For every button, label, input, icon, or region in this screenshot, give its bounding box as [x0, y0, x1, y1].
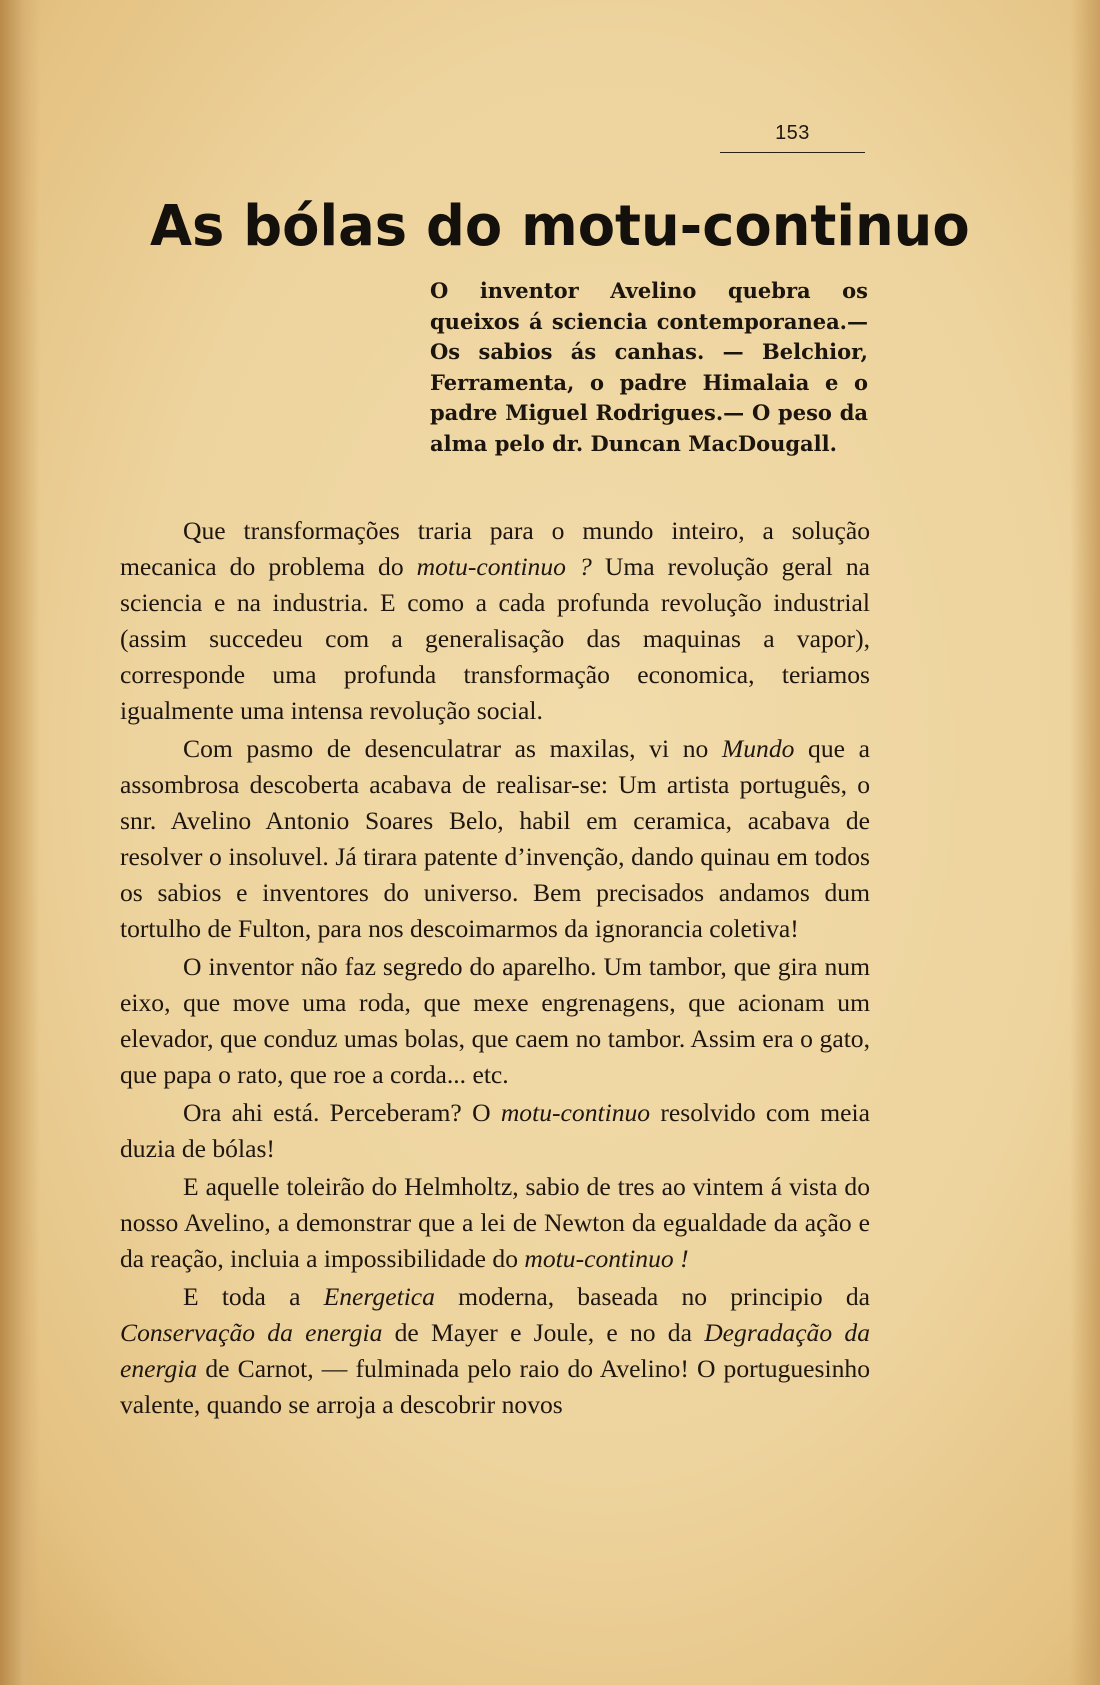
- text-run: Uma revolução geral na sciencia e na industria. E como a cada profunda revolução industrial (assim succedeu com a generalisação das maquinas a vapor), corresponde uma profunda transformação economica, teriamos igualmente uma intensa revolução social.: [120, 552, 870, 725]
- page-number-rule: [720, 152, 865, 153]
- italic-run: motu-continuo: [500, 1098, 651, 1127]
- page-number-area: [720, 122, 865, 145]
- body-text: [120, 513, 870, 1423]
- text-run: de Mayer e Joule, e no da: [382, 1318, 705, 1347]
- text-run: E aquelle toleirão do Helmholtz, sabio de tres ao vintem á vista do nosso Avelino, a demonstrar que a lei de Newton da egualdade da ação e da reação, incluia a impossibilidade do: [120, 1172, 870, 1273]
- text-run: O inventor não faz segredo do aparelho. Um tambor, que gira num eixo, que move uma roda, que mexe engrenagens, que acionam um elevador, que conduz umas bolas, que caem no tambor. Assim era o gato, que papa o rato, que roe a corda... etc.: [120, 952, 870, 1089]
- body-paragraph: [120, 1279, 870, 1423]
- body-paragraph: [120, 731, 870, 947]
- chapter-summary: O inventor Avelino quebra os queixos á sciencia contemporanea.— Os sabios ás canhas. — Belchior, Ferramenta, o padre Himalaia e o padre Miguel Rodrigues.— O peso da alma pelo dr. Duncan MacDougall.: [430, 278, 868, 456]
- text-run: moderna, baseada no principio da: [434, 1282, 870, 1311]
- body-paragraph: [120, 513, 870, 729]
- page-number: 153: [775, 122, 810, 144]
- body-paragraph: [120, 1169, 870, 1277]
- text-run: que a assombrosa descoberta acabava de realisar-se: Um artista português, o snr. Avelino Antonio Soares Belo, habil em ceramica, acabava de resolver o insoluvel. Já tirara patente d’invenção, dando quinau em todos os sabios e inventores do universo. Bem precisados andamos dum tortulho de Fulton, para nos descoimarmos da ignorancia coletiva!: [120, 734, 870, 943]
- text-run: Que transformações traria para o mundo inteiro, a solução mecanica do problema do: [120, 516, 870, 581]
- text-run: Ora ahi está. Perceberam? O: [183, 1098, 501, 1127]
- italic-run: Conservação da energia: [120, 1318, 383, 1347]
- italic-run: motu-continuo !: [524, 1244, 689, 1273]
- text-run: resolvido com meia duzia de bólas!: [120, 1098, 870, 1163]
- italic-run: Mundo: [721, 734, 795, 763]
- body-paragraph: [120, 1095, 870, 1167]
- text-run: Com pasmo de desenculatrar as maxilas, vi no: [183, 734, 722, 763]
- text-run: de Carnot, — fulminada pelo raio do Avelino! O portuguesinho valente, quando se arroja a descobrir novos: [120, 1354, 870, 1419]
- text-run: E toda a: [183, 1282, 324, 1311]
- chapter-title: As bólas do motu-continuo: [150, 194, 970, 259]
- body-paragraph: [120, 949, 870, 1093]
- italic-run: Energetica: [323, 1282, 435, 1311]
- italic-run: Degradação da energia: [120, 1318, 870, 1383]
- italic-run: motu-continuo ?: [416, 552, 592, 581]
